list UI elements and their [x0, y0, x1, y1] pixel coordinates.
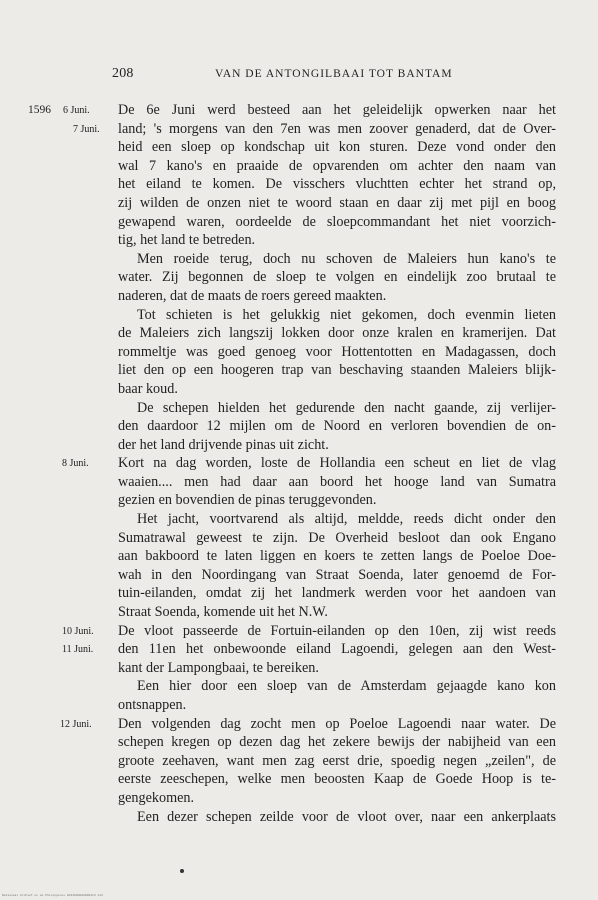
text-line: [28, 417, 568, 436]
text-line: [28, 529, 568, 548]
text-line: [28, 547, 568, 566]
line-text: De schepen hielden het gedurende den nacht gaande, zij verlijer-: [137, 399, 556, 416]
text-line: [28, 454, 568, 473]
line-text: gezien en bovendien de pinas teruggevonden.: [118, 492, 377, 509]
ink-speck: [180, 869, 184, 873]
margin-date: 7 Juni.: [73, 123, 100, 135]
line-text: Straat Soenda, komende uit het N.W.: [118, 604, 328, 621]
line-text: de Maleiers zich langszij lokken door onze kralen en kramerijen. Dat: [118, 325, 556, 342]
text-line: [28, 659, 568, 678]
text-line: [28, 361, 568, 380]
line-text: Sumatrawal geweest te zijn. De Overheid besloot dan ook Engano: [118, 529, 556, 546]
line-text: aan bakboord te laten liggen en koers te zetten langs de Poeloe Doe-: [118, 548, 556, 565]
page-number: 208: [112, 66, 134, 81]
text-line: [28, 789, 568, 808]
text-line: [28, 324, 568, 343]
line-text: water. Zij begonnen de sloep te volgen en eindelijk zoo brutaal te: [118, 269, 556, 286]
line-text: groote zeehaven, want men zag eerst drie, spoedig negen „zeilen", de: [118, 752, 556, 769]
line-text: kant der Lampongbaai, te bereiken.: [118, 659, 319, 676]
text-line: [28, 194, 568, 213]
line-text: Tot schieten is het gelukkig niet gekomen, doch evenmin lieten: [137, 306, 556, 323]
running-title: VAN DE ANTONGILBAAI TOT BANTAM: [215, 68, 453, 80]
text-line: [28, 157, 568, 176]
page-header: [0, 66, 598, 86]
text-line: [28, 101, 568, 120]
text-line: [28, 752, 568, 771]
line-text: tig, het land te betreden.: [118, 232, 256, 249]
line-text: wah in den Noordingang van Straat Soenda, later genoemd de For-: [118, 566, 556, 583]
margin-date: 10 Juni.: [62, 625, 94, 637]
text-line: [28, 231, 568, 250]
text-line: [28, 138, 568, 157]
margin-date: 6 Juni.: [63, 105, 90, 116]
text-line: [28, 213, 568, 232]
text-line: [28, 343, 568, 362]
line-text: het eiland te komen. De visschers vluchtten echter het strand op,: [118, 176, 556, 193]
text-line: [28, 584, 568, 603]
line-text: Kort na dag worden, loste de Hollandia een scheut en liet de vlag: [118, 455, 556, 472]
text-line: [28, 603, 568, 622]
line-text: Den volgenden dag zocht men op Poeloe Lagoendi naar water. De: [118, 715, 556, 732]
line-text: Een dezer schepen zeilde voor de vloot over, naar een ankerplaats: [137, 808, 556, 825]
line-text: naderen, dat de maats de roers gereed maakten.: [118, 287, 387, 304]
text-line: [28, 770, 568, 789]
text-line: [28, 268, 568, 287]
line-text: Men roeide terug, doch nu schoven de Maleiers hun kano's te: [137, 250, 556, 267]
margin-date: 8 Juni.: [62, 458, 89, 470]
margin-date: 12 Juni.: [60, 718, 92, 730]
text-line: [28, 250, 568, 269]
line-text: wal 7 kano's en praaide de opvarenden om achter den naam van: [118, 157, 556, 174]
margin-year: 1596: [28, 104, 51, 116]
line-text: ontsnappen.: [118, 697, 187, 713]
text-line: [28, 808, 568, 827]
text-line: [28, 380, 568, 399]
line-text: eerste zeeschepen, welke men beoosten Kaap de Goede Hoop is te-: [118, 771, 556, 788]
line-text: rommeltje was goed genoeg voor Hottentotten en Madagassen, doch: [118, 343, 556, 360]
text-line: [28, 287, 568, 306]
line-text: baar koud.: [118, 380, 178, 397]
text-line: [28, 175, 568, 194]
line-text: schepen kregen op dezen dag het zekere bewijs der nabijheid van een: [118, 734, 556, 751]
body-text: [28, 101, 568, 826]
scan-watermark: Nationaal Archief en de Philippines 0034000000000313 113: [2, 894, 103, 897]
line-text: De vloot passeerde de Fortuin-eilanden op den 10en, zij wist reeds: [118, 622, 556, 639]
text-line: [28, 436, 568, 455]
margin-date: 11 Juni.: [62, 644, 94, 656]
text-line: [28, 640, 568, 659]
text-line: [28, 473, 568, 492]
line-text: gengekomen.: [118, 789, 195, 806]
line-text: liet den op een hoogeren trap van beschaving staanden Maleiers blijk-: [118, 362, 556, 379]
line-text: heid een sloep op kondschap uit kon sturen. Deze vond onder den: [118, 139, 556, 156]
line-text: De 6e Juni werd besteed aan het geleidelijk opwerken naar het: [118, 102, 556, 118]
text-line: [28, 510, 568, 529]
line-text: der het land drijvende pinas uit zicht.: [118, 436, 329, 453]
line-text: Het jacht, voortvarend als altijd, meldde, reeds dicht onder den: [137, 511, 556, 528]
text-line: [28, 715, 568, 734]
text-line: [28, 566, 568, 585]
line-text: waaien.... men had daar aan boord het hooge land van Sumatra: [118, 473, 556, 490]
text-line: [28, 491, 568, 510]
text-line: [28, 120, 568, 139]
line-text: den daardoor 12 mijlen om de Noord en verloren bovendien de on-: [118, 418, 556, 435]
line-text: zij wilden de onzen niet te woord staan en daar zij met pijl en boog: [118, 194, 556, 211]
line-text: den 11en het onbewoonde eiland Lagoendi, gelegen aan den West-: [118, 641, 556, 658]
text-line: [28, 399, 568, 418]
text-line: [28, 696, 568, 715]
text-line: [28, 306, 568, 325]
text-line: [28, 677, 568, 696]
line-text: tuin-eilanden, omdat zij het landmerk werden voor het aandoen van: [118, 585, 556, 602]
text-line: [28, 622, 568, 641]
line-text: gewapend waren, oordeelde de sloepcommandant het niet voorzich-: [118, 213, 556, 230]
line-text: Een hier door een sloep van de Amsterdam gejaagde kano kon: [137, 678, 556, 695]
line-text: land; 's morgens van den 7en was men zoover genaderd, dat de Over-: [118, 120, 556, 137]
text-line: [28, 733, 568, 752]
